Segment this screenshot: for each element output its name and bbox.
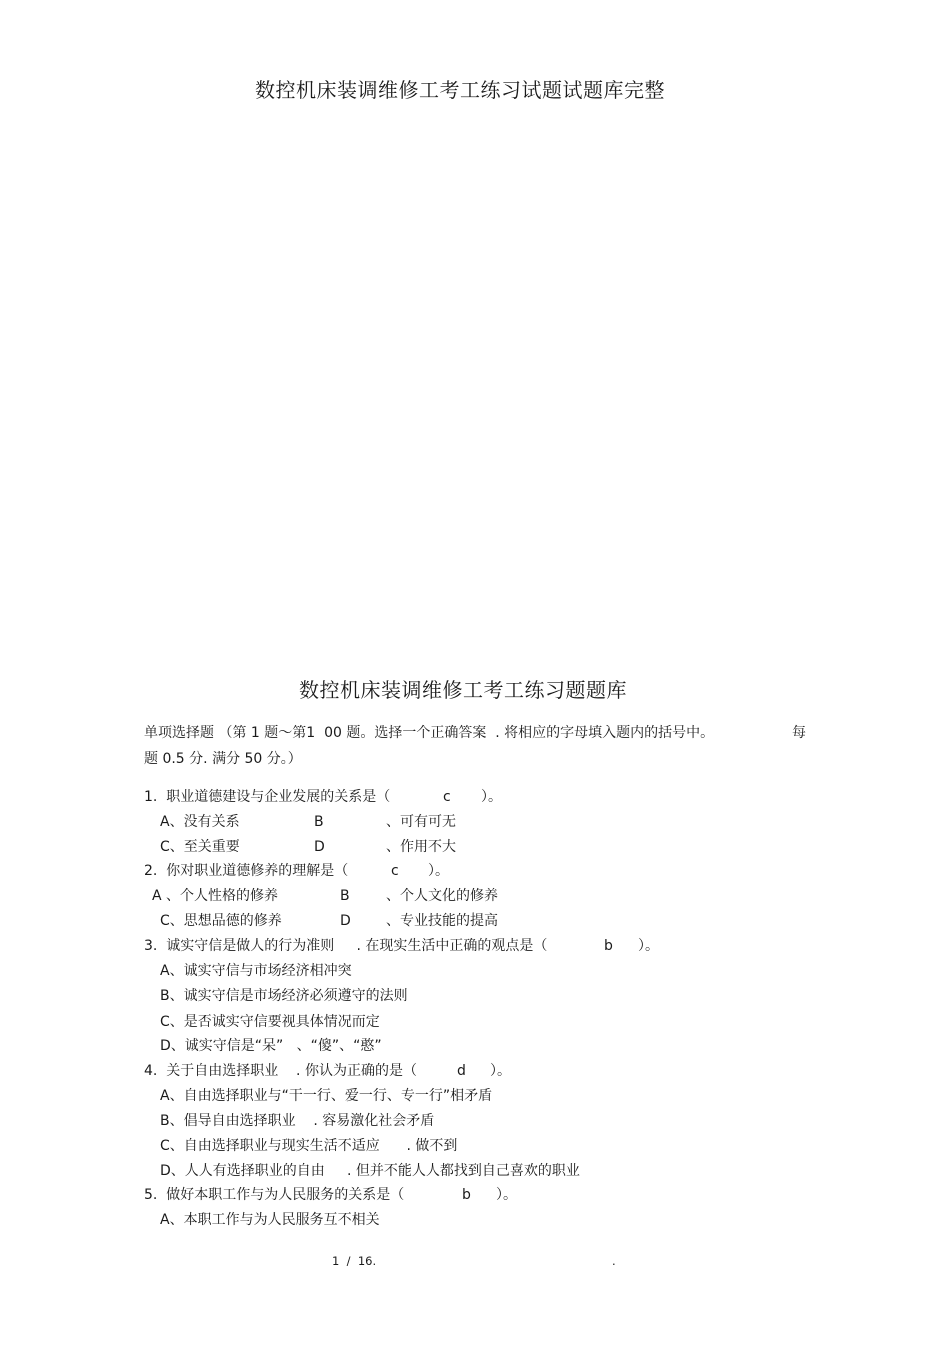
option-text: 、个人文化的修养 [386,888,498,904]
choice-line: D、人人有选择职业的自由 . 但并不能人人都找到自己喜欢的职业 [160,1163,580,1179]
answer-close: ）。 [481,789,502,805]
answer-close: ）。 [490,1063,511,1079]
option-letter: B [314,814,324,830]
intro-line-1: 单项选择题 （第 1 题～第1 00 题。选择一个正确答案 . 将相应的字母填入题内的括号中。 [144,725,715,741]
answer-letter: b [604,938,613,954]
option-text: 、专业技能的提高 [386,913,498,929]
question-bank-title: 数控机床装调维修工考工练习题题库 [299,678,627,702]
choice-line: A、诚实守信与市场经济相冲突 [160,963,352,979]
answer-close: ）。 [428,863,449,879]
answer-close: ）。 [638,938,659,954]
option-text: C、思想品德的修养 [160,913,282,929]
option-text: 、可有可无 [386,814,456,830]
page-number: 1 / 16. [332,1254,377,1268]
answer-letter: c [443,789,451,805]
question-stem: 2. 你对职业道德修养的理解是（ [144,863,349,879]
document-title: 数控机床装调维修工考工练习试题试题库完整 [255,78,665,102]
choice-line: B、诚实守信是市场经济必须遵守的法则 [160,988,408,1004]
answer-letter: b [462,1187,471,1203]
question-stem: 3. 诚实守信是做人的行为准则 . 在现实生活中正确的观点是（ [144,938,548,954]
option-letter: B [340,888,350,904]
option-text: C、至关重要 [160,839,240,855]
choice-line: A、本职工作与为人民服务互不相关 [160,1212,380,1228]
question-stem: 1. 职业道德建设与企业发展的关系是（ [144,789,391,805]
option-letter: D [314,839,325,855]
footer-dot: . [612,1254,616,1268]
question-stem: 4. 关于自由选择职业 . 你认为正确的是（ [144,1063,417,1079]
answer-letter: c [391,863,399,879]
answer-letter: d [457,1063,466,1079]
choice-line: B、倡导自由选择职业 . 容易激化社会矛盾 [160,1113,435,1129]
answer-close: ）。 [496,1187,517,1203]
choice-line: C、是否诚实守信要视具体情况而定 [160,1014,380,1030]
choice-line: D、诚实守信是“呆” 、“傻”、“憨” [160,1038,382,1054]
intro-line-2: 题 0.5 分. 满分 50 分。） [144,751,302,767]
choice-line: C、自由选择职业与现实生活不适应 . 做不到 [160,1138,458,1154]
question-stem: 5. 做好本职工作与为人民服务的关系是（ [144,1187,405,1203]
option-text: A、没有关系 [160,814,240,830]
intro-line-1-tail: 每 [792,725,806,741]
option-letter: D [340,913,351,929]
choice-line: A、自由选择职业与“干一行、爱一行、专一行”相矛盾 [160,1088,493,1104]
option-text: 、作用不大 [386,839,456,855]
option-text: A 、个人性格的修养 [152,888,279,904]
